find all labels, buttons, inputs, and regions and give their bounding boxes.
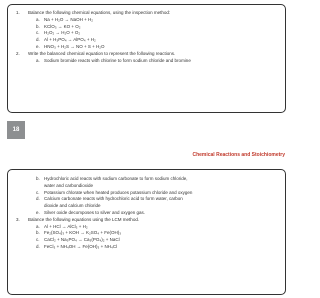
item-label: d. — [36, 37, 40, 43]
item-label: d. — [36, 196, 40, 202]
question-1 — [16, 10, 277, 17]
reaction-text: dioxide and calcium chloride — [44, 203, 101, 209]
question-number: 2. — [16, 50, 20, 56]
reaction-text: Calcium carbonate reacts with hydrochloric acid to form water, carbon — [44, 196, 183, 202]
list-item — [16, 230, 277, 237]
question-text: Balance the following equations using the LCM method. — [28, 216, 140, 222]
equation: Al + H₃PO₄ → AlPO₄ + H₂ — [44, 37, 96, 43]
item-label: a. — [36, 16, 40, 22]
item-label: b. — [36, 23, 40, 29]
item-label: a. — [36, 223, 40, 229]
equation: KClO₃ → KO + O₂ — [44, 23, 81, 29]
list-item — [16, 244, 277, 251]
list-item-continuation — [16, 183, 277, 190]
exercise-box-bottom — [7, 169, 286, 295]
reaction-text: Hydrochloric acid reacts with sodium carbonate to form sodium chloride, — [44, 176, 188, 181]
question-3 — [16, 217, 277, 224]
question-2 — [16, 51, 277, 58]
reaction-text: water and carbondioxide — [44, 182, 94, 188]
list-item — [16, 44, 277, 51]
equation: H₂O₂ → H₂O + O₂ — [44, 30, 81, 36]
list-item — [16, 224, 277, 231]
page-number: 18 — [7, 121, 25, 139]
equation: Na + H₂O → NaOH + H₂ — [44, 16, 94, 22]
list-item-continuation — [16, 203, 277, 210]
list-item — [16, 17, 277, 24]
list-item — [16, 37, 277, 44]
item-label: b. — [36, 176, 40, 181]
item-label: b. — [36, 230, 40, 236]
equation: Al + HCl → AlCl₃ + H₂ — [44, 223, 88, 229]
list-item — [16, 210, 277, 217]
reaction-text: Silver oxide decomposes to silver and oxygen gas. — [44, 209, 146, 215]
item-label: e. — [36, 209, 40, 215]
question-text: Balance the following chemical equations, using the inspection method: — [28, 10, 171, 15]
exercise-box-top — [7, 4, 286, 113]
item-label: a. — [36, 57, 40, 63]
equation: FeCl₃ + NH₄OH → Fe(OH)₃ + NH₄Cl — [44, 243, 118, 249]
list-item — [16, 24, 277, 31]
item-label: d. — [36, 243, 40, 249]
reaction-text: Potassium chlorate when heated produces potassium chloride and oxygen — [44, 189, 193, 195]
item-label: c. — [36, 30, 40, 36]
list-item — [16, 30, 277, 37]
list-item — [16, 196, 277, 203]
equation: HNO₃ + H₂S → NO + S + H₂O — [44, 43, 105, 49]
reaction-text: Sodium bromide reacts with chlorine to form sodium chloride and bromine — [44, 57, 191, 63]
list-item — [16, 58, 277, 65]
equation: Fe₂(SO₄)₃ + KOH → K₂SO₄ + Fe(OH)₃ — [44, 230, 122, 236]
question-number: 3. — [16, 216, 20, 222]
question-text: Write the balanced chemical equation to represent the following reactions. — [28, 50, 176, 56]
item-label: e. — [36, 43, 40, 49]
list-item — [16, 237, 277, 244]
question-number: 1. — [16, 10, 20, 15]
item-label: c. — [36, 237, 40, 243]
list-item — [16, 190, 277, 197]
equation: CaCl₂ + Na₃PO₄ → Ca₃(PO₄)₂ + NaCl — [44, 237, 120, 243]
page-header: Chemical Reactions and Stoichiometry — [192, 152, 285, 158]
list-item — [16, 176, 277, 183]
item-label: c. — [36, 189, 40, 195]
